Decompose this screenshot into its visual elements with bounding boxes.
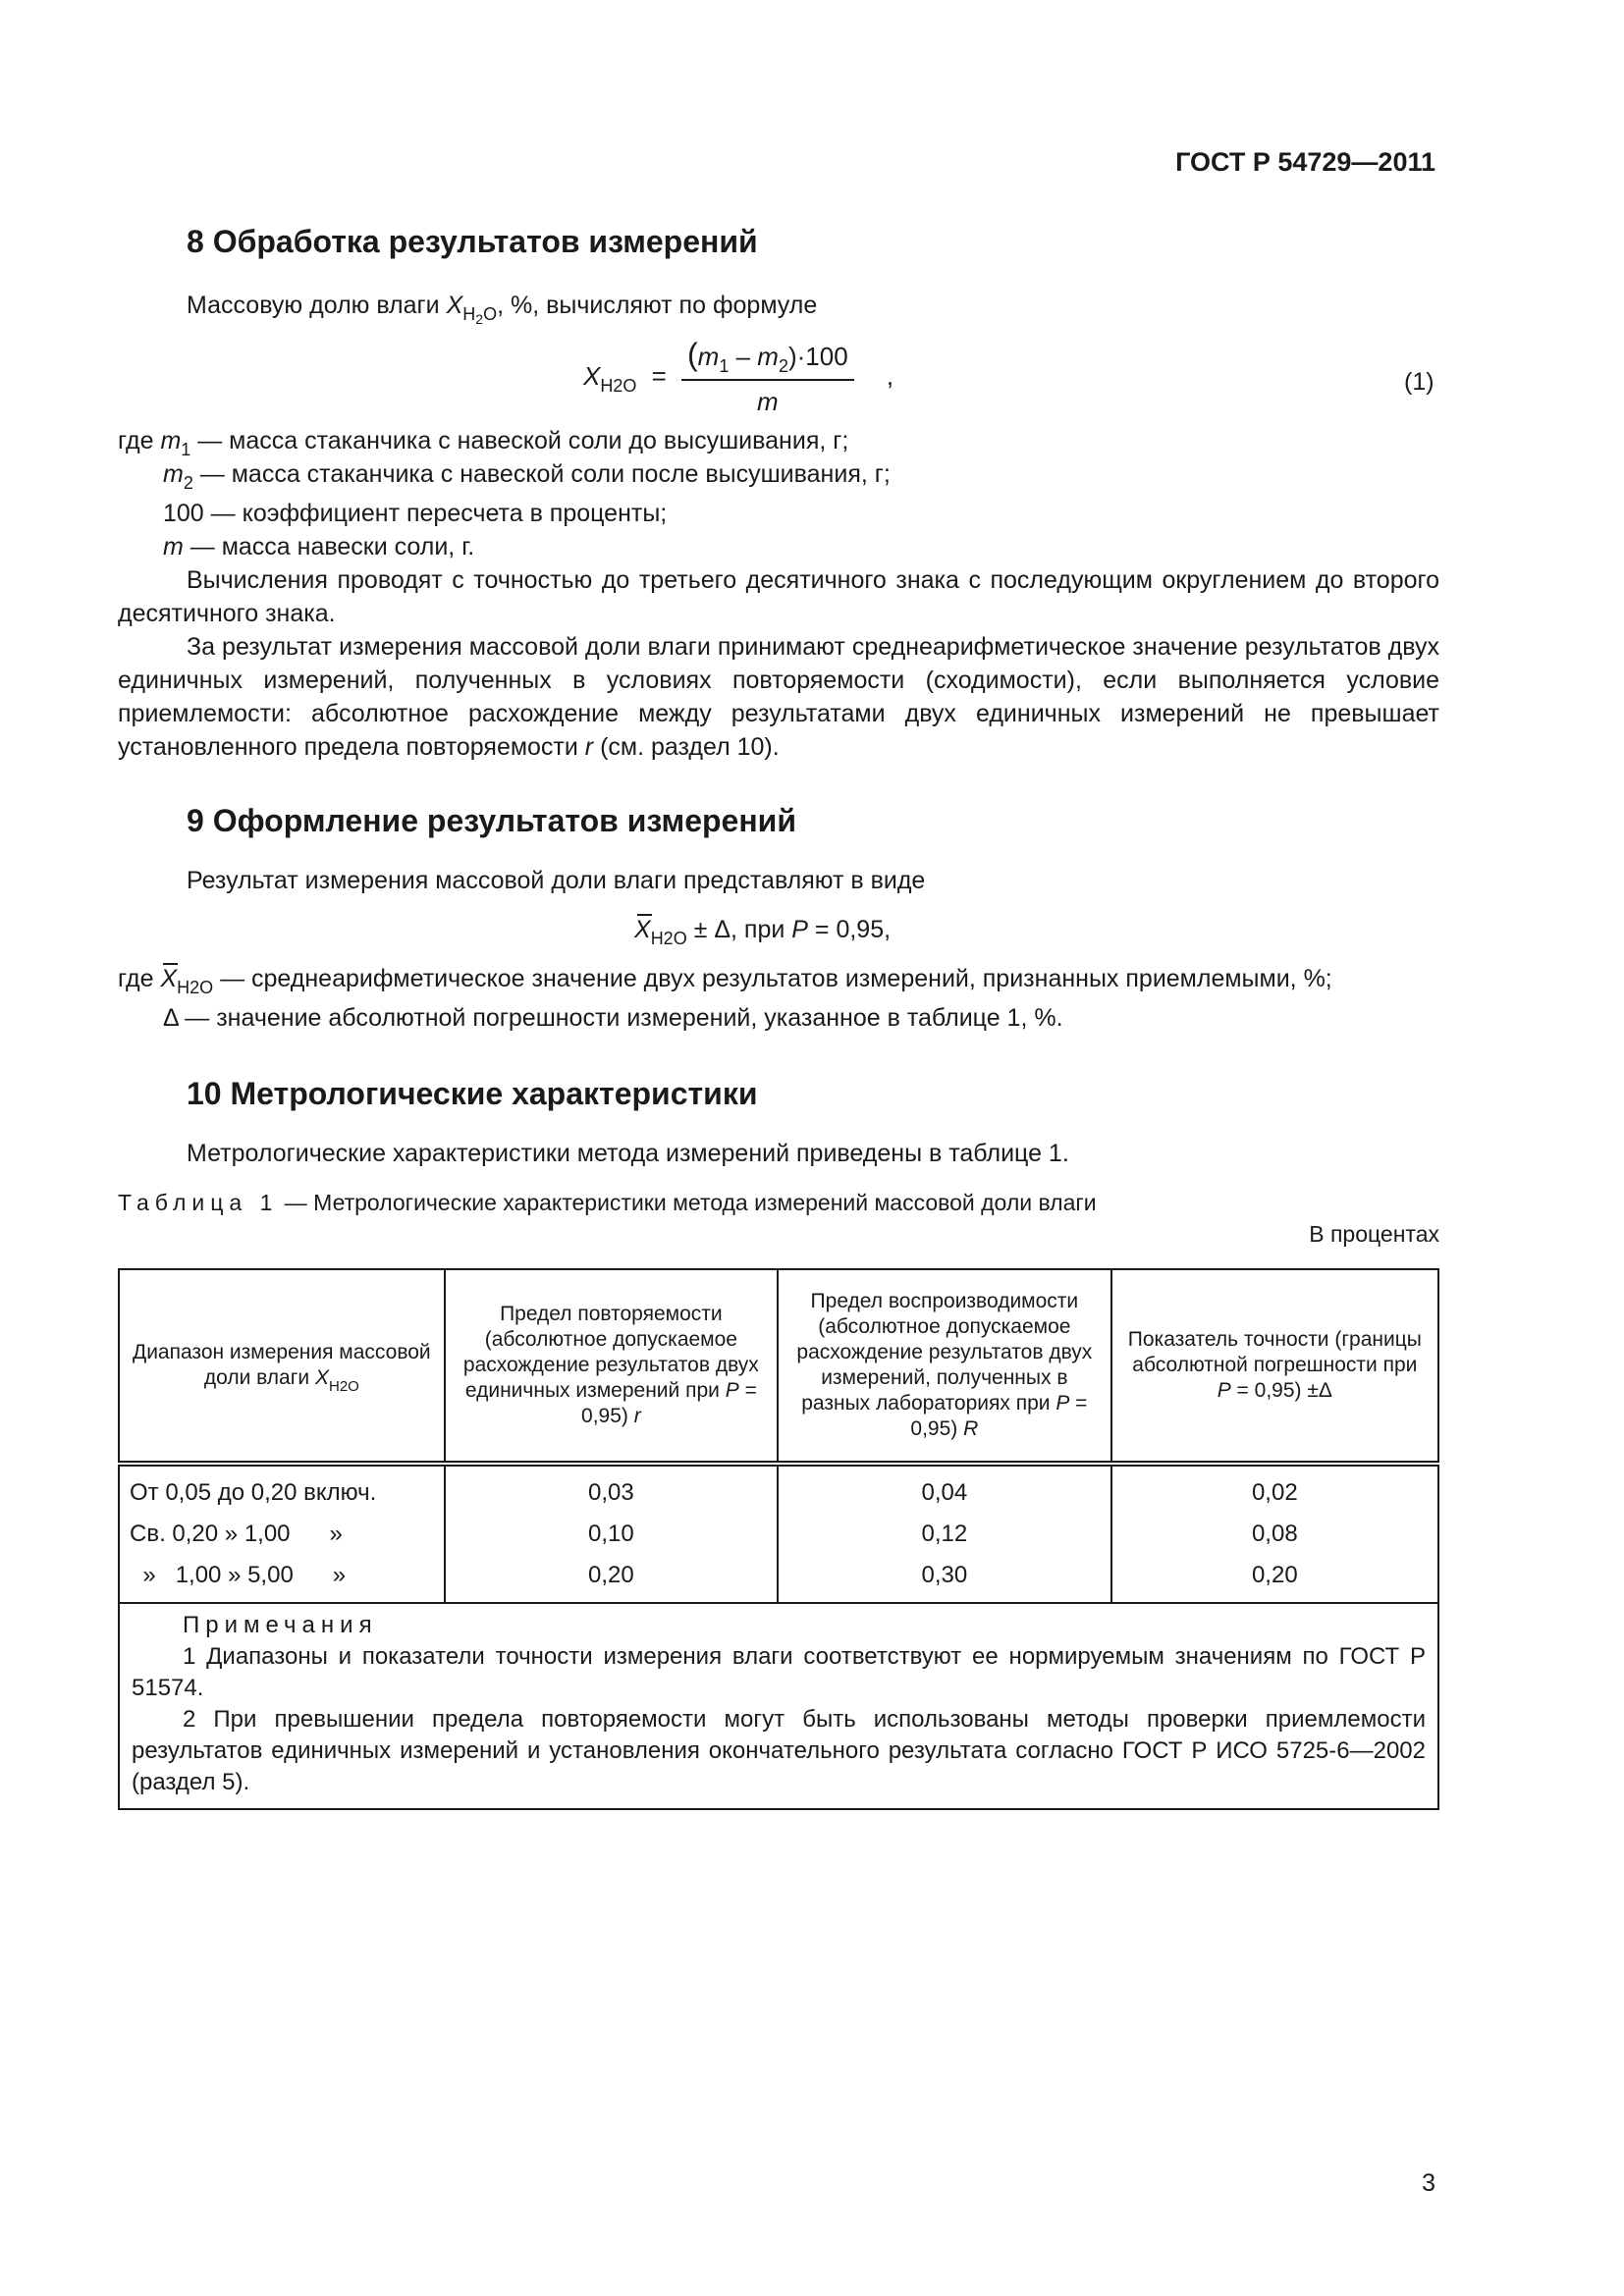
table-caption-text: — Метрологические характеристики метода измерений массовой доли влаги bbox=[278, 1190, 1097, 1215]
page-number: 3 bbox=[1422, 2169, 1435, 2197]
def-line-1: где $m_1$ — масса стаканчика с навеской соли до высушивания, г; bbox=[118, 427, 849, 459]
symbol-x: X bbox=[446, 292, 463, 319]
section-10-intro: Метрологические характеристики метода измерений приведены в таблице 1. bbox=[187, 1140, 1069, 1167]
cell-range: » 1,00 » 5,00 » bbox=[119, 1555, 445, 1603]
section-9-def-2: Δ — значение абсолютной погрешности измерений, указанное в таблице 1, %. bbox=[163, 1004, 1063, 1032]
cell-range: От 0,05 до 0,20 включ. bbox=[119, 1464, 445, 1514]
standard-id: ГОСТ Р 54729—2011 bbox=[1175, 147, 1435, 177]
def-line-4: m — масса навески соли, г. bbox=[163, 533, 475, 561]
cell-r: 0,20 bbox=[445, 1555, 778, 1603]
cell-R: 0,04 bbox=[778, 1464, 1111, 1514]
section-10-title: 10 Метрологические характеристики bbox=[187, 1076, 758, 1111]
table-row bbox=[119, 1555, 1438, 1603]
table-row bbox=[119, 1464, 1438, 1514]
section-8-title: 8 Обработка результатов измерений bbox=[187, 224, 758, 259]
formula-number: (1) bbox=[1404, 368, 1435, 396]
table-units: В процентах bbox=[1309, 1221, 1439, 1247]
cell-r: 0,03 bbox=[445, 1464, 778, 1514]
header-repeatability: Предел повторяемости (абсолютное допускаемое расхождение результатов двух единичных измерений при P = 0,95) r bbox=[445, 1269, 778, 1464]
note-1: 1 Диапазоны и показатели точности измерения влаги соответствуют ее нормируемым значениям по ГОСТ Р 51574. bbox=[132, 1643, 1426, 1701]
section-9-def-1: где $X_{H2O}$ — среднеарифметическое значение двух результатов измерений, признанных приемлемыми, %; bbox=[118, 962, 1332, 995]
para-result: За результат измерения массовой доли влаги принимают среднеарифметическое значение результатов двух единичных измерений, полученных в условиях повторяемости (сходимости), если выполняется условие приемлемости: абсолютное расхождение между результатами двух единичных измерений не превышает установленного предела повторяемости r (см. раздел 10). bbox=[118, 633, 1439, 761]
table-1-caption bbox=[118, 1190, 1097, 1216]
cell-R: 0,30 bbox=[778, 1555, 1111, 1603]
section-9-intro: Результат измерения массовой доли влаги представляют в виде bbox=[187, 867, 926, 894]
metrology-table bbox=[118, 1268, 1439, 1810]
formula-numerator: $(m_1 - m_2)\cdot 100$ bbox=[681, 338, 854, 381]
header-range: Диапазон измерения массовой доли влаги $X_{H2O}$ bbox=[119, 1269, 445, 1464]
table-row bbox=[119, 1514, 1438, 1555]
result-expression: $X_{H2O} \pm \Delta$, при P = 0,95, bbox=[634, 913, 891, 946]
formula-1 bbox=[583, 338, 893, 418]
intro-text-after: , %, вычисляют по формуле bbox=[497, 292, 818, 319]
header-reproducibility: Предел воспроизводимости (абсолютное допускаемое расхождение результатов двух измерений, полученных в разных лабораториях при P = 0,95) R bbox=[778, 1269, 1111, 1464]
header-accuracy: Показатель точности (границы абсолютной погрешности при P = 0,95) ±Δ bbox=[1111, 1269, 1438, 1464]
formula-fraction bbox=[681, 338, 854, 418]
formula-lhs-x: X bbox=[583, 360, 601, 391]
cell-range: Св. 0,20 » 1,00 » bbox=[119, 1514, 445, 1555]
section-8-intro bbox=[187, 289, 818, 327]
para-rounding: Вычисления проводят с точностью до третьего десятичного знака с последующим округлением до второго десятичного знака. bbox=[118, 566, 1439, 627]
cell-delta: 0,20 bbox=[1111, 1555, 1438, 1603]
def-line-3: 100 — коэффициент пересчета в проценты; bbox=[163, 500, 668, 527]
table-notes-row bbox=[119, 1603, 1438, 1809]
def-line-2: $m_2$ — масса стаканчика с навеской соли после высушивания, г; bbox=[163, 460, 891, 493]
intro-text: Массовую долю влаги bbox=[187, 292, 447, 319]
table-header-row bbox=[119, 1269, 1438, 1464]
cell-R: 0,12 bbox=[778, 1514, 1111, 1555]
section-9-title: 9 Оформление результатов измерений bbox=[187, 803, 796, 838]
formula-lhs-sub: H2O bbox=[600, 375, 637, 396]
cell-delta: 0,08 bbox=[1111, 1514, 1438, 1555]
note-2: 2 При превышении предела повторяемости могут быть использованы методы проверки приемлемости результатов единичных измерений и установления окончательного результата согласно ГОСТ Р ИСО 5725-6—2002 (раздел 5). bbox=[132, 1706, 1426, 1795]
cell-delta: 0,02 bbox=[1111, 1464, 1438, 1514]
formula-denominator: m bbox=[757, 387, 779, 416]
symbol-h2o-sub: H2O bbox=[462, 304, 498, 327]
notes-title: Примечания bbox=[183, 1612, 378, 1638]
table-notes bbox=[119, 1603, 1438, 1809]
table-caption-label: Таблица 1 bbox=[118, 1190, 279, 1215]
cell-r: 0,10 bbox=[445, 1514, 778, 1555]
formula-comma: , bbox=[886, 360, 894, 391]
formula-equals: = bbox=[651, 360, 667, 391]
x-bar: X bbox=[634, 913, 651, 946]
